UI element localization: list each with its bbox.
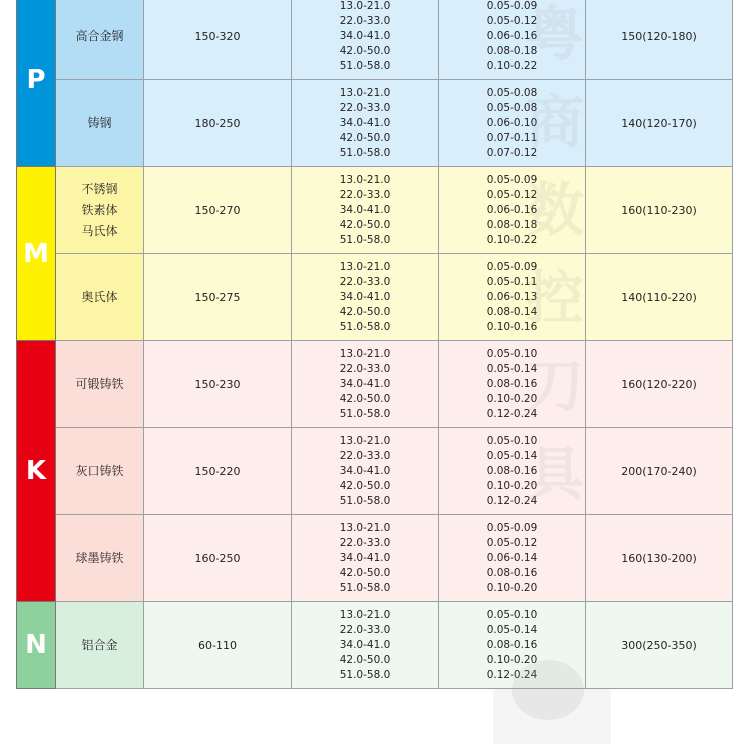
hardness-cell: 150-320 bbox=[144, 0, 292, 80]
material-name-cell bbox=[56, 80, 144, 167]
diameter-value: 34.0-41.0 bbox=[339, 551, 391, 564]
feed-value: 0.07-0.12 bbox=[486, 146, 538, 159]
feed-value: 0.06-0.16 bbox=[486, 203, 538, 216]
feed-value: 0.08-0.18 bbox=[486, 44, 538, 57]
diameter-cell bbox=[292, 167, 439, 254]
cutting-speed-cell: 140(120-170) bbox=[586, 80, 733, 167]
feed-value: 0.12-0.24 bbox=[486, 668, 538, 681]
feed-value: 0.08-0.16 bbox=[486, 566, 538, 579]
feed-value: 0.05-0.10 bbox=[486, 347, 538, 360]
hardness-cell: 150-270 bbox=[144, 167, 292, 254]
material-name: 灰口铸铁 bbox=[75, 463, 124, 478]
diameter-value: 13.0-21.0 bbox=[339, 0, 391, 12]
feed-value: 0.06-0.10 bbox=[486, 116, 538, 129]
table-row bbox=[17, 341, 733, 428]
feed-value: 0.06-0.14 bbox=[486, 551, 538, 564]
diameter-cell bbox=[292, 0, 439, 80]
feed-value: 0.10-0.20 bbox=[486, 581, 538, 594]
diameter-value: 22.0-33.0 bbox=[339, 362, 391, 375]
hardness-cell: 60-110 bbox=[144, 602, 292, 689]
feed-value: 0.05-0.09 bbox=[486, 260, 538, 273]
material-name: 马氏体 bbox=[81, 223, 118, 238]
feed-cell bbox=[439, 341, 586, 428]
feed-value: 0.10-0.16 bbox=[486, 320, 538, 333]
diameter-value: 51.0-58.0 bbox=[339, 146, 391, 159]
diameter-value: 22.0-33.0 bbox=[339, 275, 391, 288]
diameter-value: 42.0-50.0 bbox=[339, 566, 391, 579]
feed-value: 0.08-0.16 bbox=[486, 638, 538, 651]
hardness-cell: 180-250 bbox=[144, 80, 292, 167]
material-group-k: K bbox=[17, 341, 56, 602]
diameter-value: 13.0-21.0 bbox=[339, 260, 391, 273]
diameter-value: 22.0-33.0 bbox=[339, 14, 391, 27]
table-row bbox=[17, 602, 733, 689]
cutting-speed-cell: 200(170-240) bbox=[586, 428, 733, 515]
table-row bbox=[17, 167, 733, 254]
material-name: 铸钢 bbox=[87, 115, 112, 130]
feed-cell bbox=[439, 602, 586, 689]
diameter-value: 34.0-41.0 bbox=[339, 29, 391, 42]
diameter-cell bbox=[292, 80, 439, 167]
feed-value: 0.12-0.24 bbox=[486, 407, 538, 420]
diameter-value: 22.0-33.0 bbox=[339, 536, 391, 549]
material-name: 高合金钢 bbox=[75, 28, 124, 43]
feed-cell bbox=[439, 167, 586, 254]
diameter-value: 34.0-41.0 bbox=[339, 377, 391, 390]
feed-value: 0.05-0.08 bbox=[486, 101, 538, 114]
feed-value: 0.10-0.20 bbox=[486, 479, 538, 492]
feed-value: 0.06-0.16 bbox=[486, 29, 538, 42]
diameter-value: 51.0-58.0 bbox=[339, 581, 391, 594]
feed-value: 0.06-0.13 bbox=[486, 290, 538, 303]
feed-cell bbox=[439, 515, 586, 602]
diameter-cell bbox=[292, 515, 439, 602]
feed-value: 0.05-0.10 bbox=[486, 608, 538, 621]
feed-value: 0.10-0.20 bbox=[486, 653, 538, 666]
feed-value: 0.05-0.12 bbox=[486, 536, 538, 549]
material-group-m: M bbox=[17, 167, 56, 341]
material-name-cell bbox=[56, 428, 144, 515]
cutting-speed-cell: 160(130-200) bbox=[586, 515, 733, 602]
diameter-value: 13.0-21.0 bbox=[339, 434, 391, 447]
material-name-cell bbox=[56, 167, 144, 254]
diameter-value: 42.0-50.0 bbox=[339, 479, 391, 492]
feed-value: 0.05-0.09 bbox=[486, 173, 538, 186]
diameter-value: 34.0-41.0 bbox=[339, 638, 391, 651]
diameter-cell bbox=[292, 341, 439, 428]
feed-value: 0.08-0.14 bbox=[486, 305, 538, 318]
diameter-value: 13.0-21.0 bbox=[339, 521, 391, 534]
table-row bbox=[17, 254, 733, 341]
feed-value: 0.05-0.11 bbox=[486, 275, 538, 288]
material-name-cell bbox=[56, 254, 144, 341]
material-name: 铝合金 bbox=[81, 637, 118, 652]
feed-cell bbox=[439, 428, 586, 515]
diameter-value: 34.0-41.0 bbox=[339, 116, 391, 129]
diameter-cell bbox=[292, 254, 439, 341]
table-row bbox=[17, 0, 733, 80]
diameter-value: 13.0-21.0 bbox=[339, 347, 391, 360]
cutting-speed-cell: 160(120-220) bbox=[586, 341, 733, 428]
material-name-cell bbox=[56, 341, 144, 428]
table-row bbox=[17, 428, 733, 515]
feed-value: 0.05-0.14 bbox=[486, 362, 538, 375]
hardness-cell: 150-275 bbox=[144, 254, 292, 341]
diameter-value: 51.0-58.0 bbox=[339, 494, 391, 507]
diameter-cell bbox=[292, 428, 439, 515]
material-name: 球墨铸铁 bbox=[75, 550, 124, 565]
diameter-value: 51.0-58.0 bbox=[339, 407, 391, 420]
diameter-value: 42.0-50.0 bbox=[339, 218, 391, 231]
feed-cell bbox=[439, 0, 586, 80]
cutting-speed-cell: 140(110-220) bbox=[586, 254, 733, 341]
feed-value: 0.05-0.09 bbox=[486, 521, 538, 534]
material-name: 可锻铸铁 bbox=[75, 376, 124, 391]
diameter-value: 42.0-50.0 bbox=[339, 131, 391, 144]
feed-value: 0.08-0.16 bbox=[486, 464, 538, 477]
feed-value: 0.10-0.20 bbox=[486, 392, 538, 405]
diameter-value: 34.0-41.0 bbox=[339, 203, 391, 216]
feed-value: 0.05-0.14 bbox=[486, 623, 538, 636]
diameter-value: 22.0-33.0 bbox=[339, 188, 391, 201]
diameter-value: 22.0-33.0 bbox=[339, 101, 391, 114]
diameter-cell bbox=[292, 602, 439, 689]
feed-cell bbox=[439, 80, 586, 167]
diameter-value: 34.0-41.0 bbox=[339, 464, 391, 477]
diameter-value: 13.0-21.0 bbox=[339, 608, 391, 621]
material-name-cell bbox=[56, 602, 144, 689]
table-row bbox=[17, 80, 733, 167]
diameter-value: 42.0-50.0 bbox=[339, 392, 391, 405]
diameter-value: 13.0-21.0 bbox=[339, 86, 391, 99]
feed-value: 0.10-0.22 bbox=[486, 59, 538, 72]
feed-value: 0.05-0.09 bbox=[486, 0, 538, 12]
hardness-cell: 150-220 bbox=[144, 428, 292, 515]
cutting-parameters-table bbox=[16, 0, 733, 689]
feed-value: 0.05-0.14 bbox=[486, 449, 538, 462]
feed-cell bbox=[439, 254, 586, 341]
feed-value: 0.05-0.10 bbox=[486, 434, 538, 447]
material-name: 奥氏体 bbox=[81, 289, 118, 304]
material-name-cell bbox=[56, 515, 144, 602]
material-name-cell bbox=[56, 0, 144, 80]
material-name: 铁素体 bbox=[81, 202, 118, 217]
diameter-value: 51.0-58.0 bbox=[339, 668, 391, 681]
diameter-value: 22.0-33.0 bbox=[339, 449, 391, 462]
feed-value: 0.08-0.18 bbox=[486, 218, 538, 231]
diameter-value: 22.0-33.0 bbox=[339, 623, 391, 636]
hardness-cell: 150-230 bbox=[144, 341, 292, 428]
hardness-cell: 160-250 bbox=[144, 515, 292, 602]
feed-value: 0.05-0.08 bbox=[486, 86, 538, 99]
diameter-value: 42.0-50.0 bbox=[339, 44, 391, 57]
cutting-speed-cell: 300(250-350) bbox=[586, 602, 733, 689]
material-group-n: N bbox=[17, 602, 56, 689]
diameter-value: 42.0-50.0 bbox=[339, 305, 391, 318]
feed-value: 0.07-0.11 bbox=[486, 131, 538, 144]
cutting-speed-cell: 150(120-180) bbox=[586, 0, 733, 80]
cutting-speed-cell: 160(110-230) bbox=[586, 167, 733, 254]
feed-value: 0.05-0.12 bbox=[486, 14, 538, 27]
diameter-value: 13.0-21.0 bbox=[339, 173, 391, 186]
feed-value: 0.05-0.12 bbox=[486, 188, 538, 201]
feed-value: 0.12-0.24 bbox=[486, 494, 538, 507]
material-group-p: P bbox=[17, 0, 56, 167]
diameter-value: 51.0-58.0 bbox=[339, 59, 391, 72]
diameter-value: 51.0-58.0 bbox=[339, 233, 391, 246]
feed-value: 0.08-0.16 bbox=[486, 377, 538, 390]
table-row bbox=[17, 515, 733, 602]
diameter-value: 42.0-50.0 bbox=[339, 653, 391, 666]
diameter-value: 34.0-41.0 bbox=[339, 290, 391, 303]
feed-value: 0.10-0.22 bbox=[486, 233, 538, 246]
material-name: 不锈钢 bbox=[81, 181, 118, 196]
diameter-value: 51.0-58.0 bbox=[339, 320, 391, 333]
